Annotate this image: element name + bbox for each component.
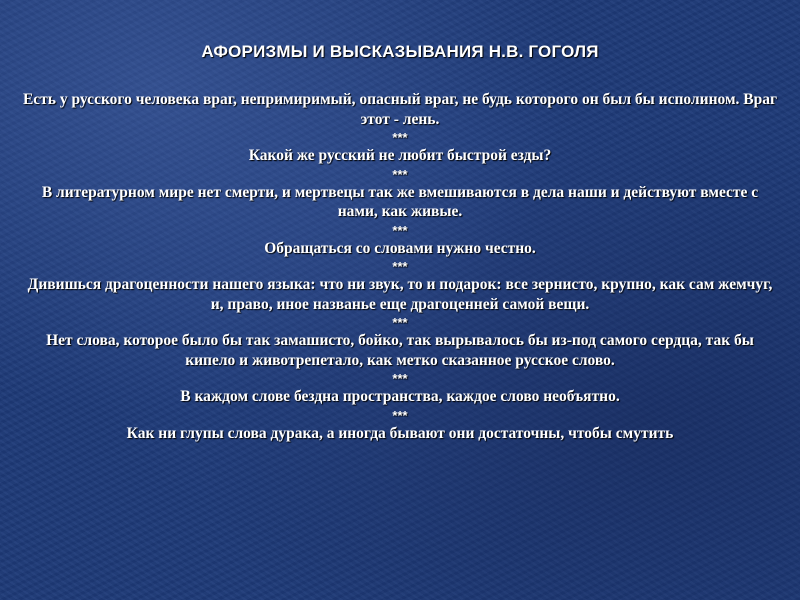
quote-laziness: Есть у русского человека враг, непримиримый, опасный враг, не будь которого он был бы исполином. Враг этот - лень. (22, 91, 778, 128)
quote-language-treasure: Дивишься драгоценности нашего языка: что ни звук, то и подарок: все зернисто, крупно, как сам жемчуг, и, право, иное названье еще драгоценней самой вещи. (27, 276, 773, 313)
separator: *** (392, 166, 408, 182)
separator: *** (392, 259, 408, 274)
quote-literary-world: В литературном мире нет смерти, и мертвецы так же вмешиваются в дела наши и действуют вместе с нами, как живые. (41, 183, 759, 220)
separator: *** (392, 371, 408, 386)
quotes-block (22, 90, 778, 443)
slide-title: АФОРИЗМЫ И ВЫСКАЗЫВАНИЯ Н.В. ГОГОЛЯ (201, 42, 599, 61)
quote-words-honestly: Обращаться со словами нужно честно. (264, 239, 536, 257)
quote-russian-word: Нет слова, которое было бы так замашисто, бойко, так вырывалось бы из-под самого сердца, так бы кипело и животрепетало, как метко сказанное русское слово. (46, 332, 754, 369)
separator: *** (392, 315, 408, 330)
quote-fast-driving: Какой же русский не любит быстрой езды? (248, 147, 552, 164)
separator: *** (392, 222, 408, 238)
quote-abyss-of-space: В каждом слове бездна пространства, каждое слово необъятно. (180, 388, 620, 405)
separator: *** (392, 130, 408, 145)
quote-fool-words: Как ни глупы слова дурака, а иногда бывают они достаточны, чтобы смутить (126, 424, 674, 442)
separator: *** (392, 407, 408, 423)
